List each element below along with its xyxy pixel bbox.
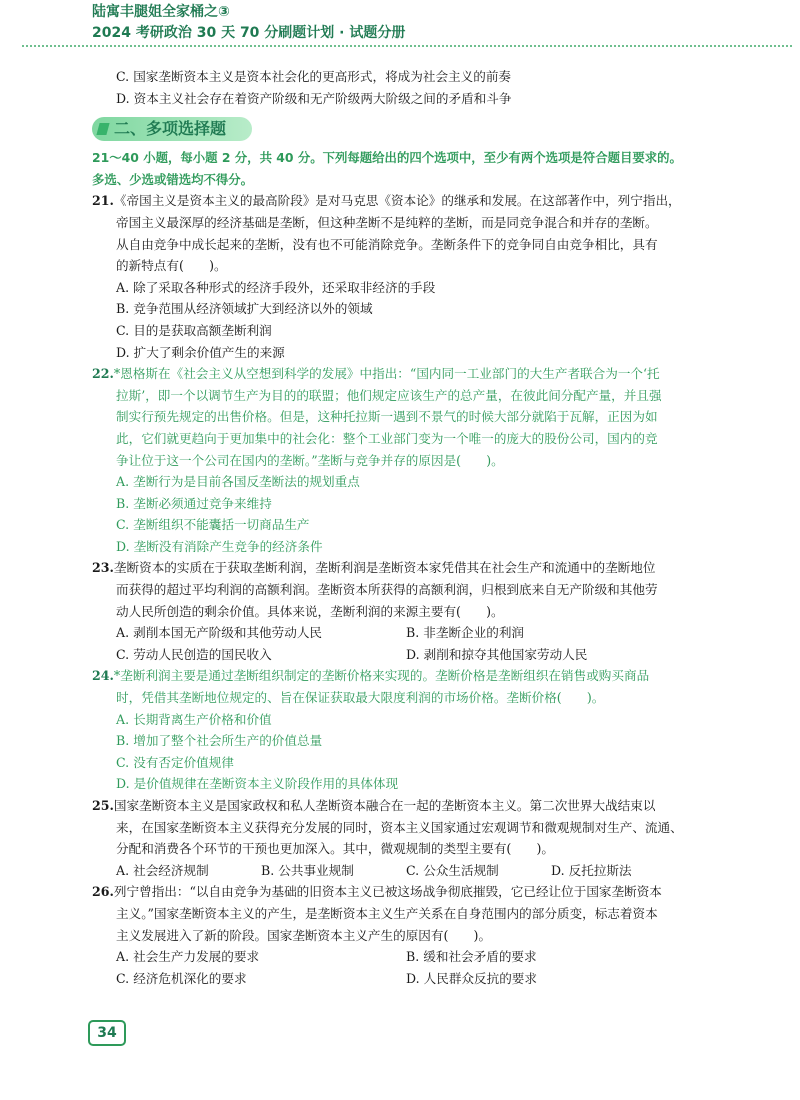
option-c: C. 经济危机深化的要求: [116, 970, 247, 986]
page-content: [92, 66, 732, 989]
option-d: D. 扩大了剩余价值产生的来源: [116, 344, 285, 360]
option-d: D. 剥削和掠夺其他国家劳动人民: [406, 646, 588, 662]
option-a: A. 垄断行为是目前各国反垄断法的规划重点: [116, 474, 360, 490]
question-text-line: 帝国主义最深厚的经济基础是垄断，但这种垄断不是纯粹的垄断，而是同竞争混合和并存的垄断。: [116, 214, 658, 230]
carryover-option-c: C. 国家垄断资本主义是资本社会化的更高形式，将成为社会主义的前奏: [116, 69, 512, 84]
option-c: C. 垄断组织不能囊括一切商品生产: [116, 517, 310, 533]
option-row: [92, 946, 732, 968]
question-text-line: 垄断资本的实质在于获取垄断利润，垄断利润是垄断资本家凭借其在社会生产和流通中的垄断地位: [113, 560, 656, 576]
option-a: A. 除了采取各种形式的经济手段外，还采取非经济的手段: [116, 279, 436, 295]
question-22: [92, 363, 732, 557]
question-text-line: 的新特点有( )。: [116, 258, 227, 274]
question-number: 25.: [92, 798, 114, 813]
option-b: B. 缓和社会矛盾的要求: [406, 949, 537, 965]
question-text-line: 而获得的超过平均利润的高额利润。垄断资本所获得的高额利润，归根到底来自无产阶级和其他劳: [116, 582, 658, 598]
option-c: C. 没有否定价值规律: [116, 754, 234, 770]
option-b: B. 非垄断企业的利润: [406, 625, 525, 641]
question-text-line: 来，在国家垄断资本主义获得充分发展的同时，资本主义国家通过宏观调节和微观规制对生产、流通、: [116, 819, 683, 835]
option-a: A. 剥削本国无产阶级和其他劳动人民: [116, 625, 323, 641]
question-text-line: 制实行预先规定的出售价格。但是，这种托拉斯一遇到不景气的时候大部分就陷于瓦解，正因为如: [116, 409, 658, 425]
question-text-line: 列宁曾指出：“以自由竞争为基础的旧资本主义已被这场战争彻底摧毁，它已经让位于国家垄断资本: [113, 884, 662, 900]
question-number: 22.: [92, 366, 114, 382]
section-instructions-1: 21～40 小题，每小题 2 分，共 40 分。下列每题给出的四个选项中，至少有两个选项是符合题目要求的。: [92, 150, 682, 166]
option-b: B. 增加了整个社会所生产的价值总量: [116, 733, 323, 749]
option-row: [92, 644, 732, 666]
question-text-line: 此，它们就更趋向于更加集中的社会化：整个工业部门变为一个唯一的庞大的股份公司，国内的竞: [116, 430, 658, 446]
question-text-line: *恩格斯在《社会主义从空想到科学的发展》中指出：“国内同一工业部门的大生产者联合为一个‘托: [113, 366, 660, 382]
option-c: C. 目的是获取高额垄断利润: [116, 322, 272, 338]
question-text-line: 从自由竞争中成长起来的垄断，没有也不可能消除竞争。垄断条件下的竞争同自由竞争相比，具有: [116, 236, 658, 252]
question-23: [92, 557, 732, 665]
carryover-option-d: D. 资本主义社会存在着资产阶级和无产阶级两大阶级之间的矛盾和斗争: [116, 90, 512, 106]
option-d: D. 是价值规律在垄断资本主义阶段作用的具体体现: [116, 776, 399, 792]
question-text-line: 主义。”国家垄断资本主义的产生，是垄断资本主义生产关系在自身范围内的部分质变，标志着资本: [116, 905, 658, 921]
book-title: 2024 考研政治 30 天 70 分刷题计划 · 试题分册: [92, 25, 406, 41]
option-a: A. 社会经济规制: [116, 862, 209, 878]
option-c: C. 劳动人民创造的国民收入: [116, 646, 272, 662]
option-row: [92, 860, 732, 882]
question-26: [92, 881, 732, 989]
question-number: 23.: [92, 560, 114, 576]
option-b: B. 竞争范围从经济领域扩大到经济以外的领域: [116, 301, 373, 317]
question-24: [92, 665, 732, 795]
question-number: 26.: [92, 884, 114, 900]
question-text-line: 争让位于这一个公司在国内的垄断。”垄断与竞争并存的原因是( )。: [116, 452, 504, 468]
question-25: [92, 795, 732, 881]
page-number: 34: [88, 1020, 126, 1046]
question-text-line: *垄断利润主要是通过垄断组织制定的垄断价格来实现的。垄断价格是垄断组织在销售或购买商品: [113, 668, 650, 684]
question-text-line: 主义发展进入了新的阶段。国家垄断资本主义产生的原因有( )。: [116, 927, 492, 943]
question-text-line: 动人民所创造的剩余价值。具体来说，垄断利润的来源主要有( )。: [116, 603, 504, 619]
header-divider: [22, 45, 792, 47]
option-d: D. 垄断没有消除产生竞争的经济条件: [116, 538, 323, 554]
question-text-line: 分配和消费各个环节的干预也更加深入。其中，微观规制的类型主要有( )。: [116, 841, 555, 857]
option-b: B. 垄断必须通过竞争来维持: [116, 495, 272, 511]
running-header: [92, 2, 792, 43]
option-row: [92, 622, 732, 644]
option-d: D. 人民群众反抗的要求: [406, 970, 537, 986]
option-b: B. 公共事业规制: [261, 862, 354, 878]
option-a: A. 社会生产力发展的要求: [116, 949, 260, 965]
question-text-line: 国家垄断资本主义是国家政权和私人垄断资本融合在一起的垄断资本主义。第二次世界大战结束以: [113, 798, 656, 813]
section-title: 二、多项选择题: [92, 117, 252, 141]
question-21: [92, 190, 732, 363]
option-a: A. 长期背离生产价格和价值: [116, 711, 272, 727]
question-number: 24.: [92, 668, 114, 684]
question-number: 21.: [92, 193, 114, 209]
option-c: C. 公众生活规制: [406, 862, 499, 878]
question-text-line: 《帝国主义是资本主义的最高阶段》是对马克思《资本论》的继承和发展。在这部著作中，列宁指出，: [113, 193, 681, 209]
series-title: 陆寓丰腿姐全家桶之③: [92, 4, 230, 20]
option-d: D. 反托拉斯法: [551, 862, 632, 878]
question-text-line: 时，凭借其垄断地位规定的、旨在保证获取最大限度利润的市场价格。垄断价格( )。: [116, 690, 605, 706]
option-row: [92, 968, 732, 990]
question-text-line: 拉斯’，即一个以调节生产为目的的联盟；他们规定应该生产的总产量，在彼此间分配产量，并且强: [116, 387, 662, 403]
section-instructions-2: 多选、少选或错选均不得分。: [92, 171, 254, 187]
